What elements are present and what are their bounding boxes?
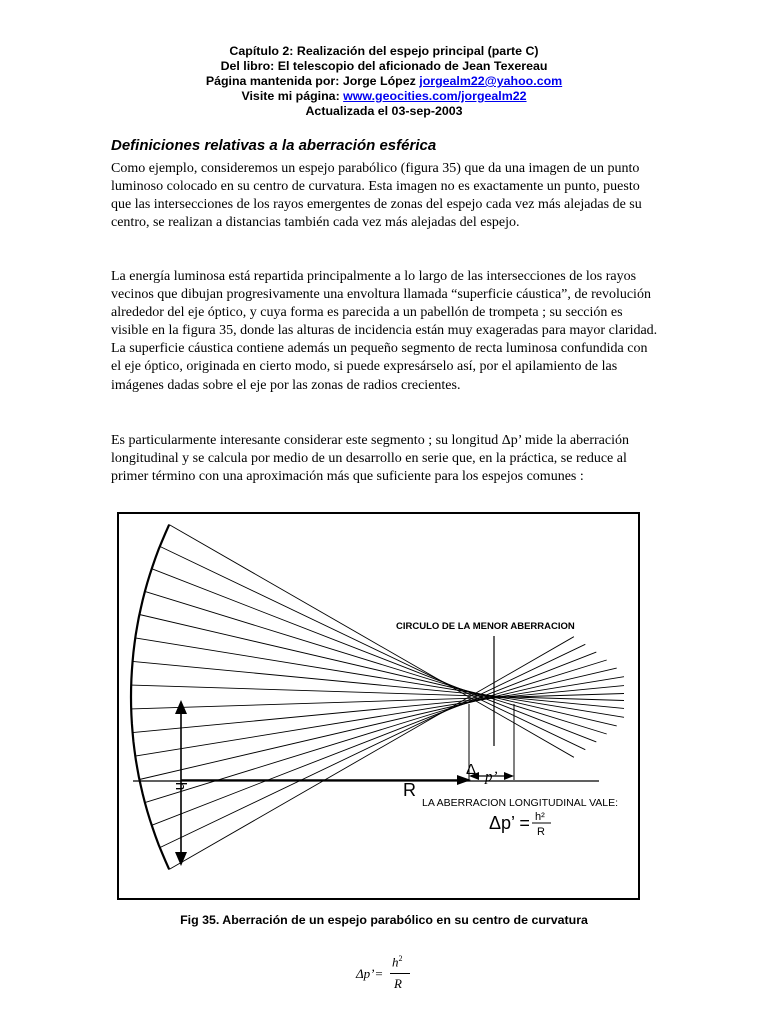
mirror-arc — [131, 525, 169, 870]
formula-h: h — [392, 954, 399, 970]
label-circle-least-aberration: CIRCULO DE LA MENOR ABERRACION — [396, 621, 575, 632]
label-r: R — [403, 780, 416, 800]
formula-fraction-bar — [390, 973, 410, 974]
label-delta: Δ — [466, 761, 477, 778]
light-rays — [131, 525, 624, 870]
light-ray — [169, 525, 574, 758]
light-ray — [160, 546, 586, 749]
formula-exponent: 2 — [398, 954, 403, 963]
figure-formula-lhs: Δp’ = — [489, 813, 530, 833]
header-maintainer — [0, 74, 768, 89]
label-longitudinal-aberration: LA ABERRACION LONGITUDINAL VALE: — [422, 797, 619, 809]
homepage-link[interactable]: www.geocities.com/jorgealm22 — [343, 89, 527, 103]
figure-formula-num: h² — [535, 811, 545, 823]
visit-label: Visite mi página: — [241, 89, 344, 103]
figure-diagram — [119, 514, 638, 898]
label-p-prime: p’ — [485, 769, 498, 785]
label-h: h — [172, 782, 189, 791]
formula-denominator: R — [394, 976, 402, 991]
light-ray — [169, 637, 574, 870]
figure-formula-den: R — [537, 826, 545, 838]
header-chapter-title: Capítulo 2: Realización del espejo principal (parte C) — [229, 44, 539, 58]
header-book-title: Del libro: El telescopio del aficionado de Jean Texereau — [220, 59, 548, 73]
formula-numerator — [392, 954, 403, 970]
aberration-formula — [356, 956, 416, 996]
light-ray — [145, 591, 607, 734]
paragraph-1: Como ejemplo, consideremos un espejo parabólico (figura 35) que da una imagen de un punto luminoso colocado en su centro de curvatura. Esta imagen no es exactamente un punto, puesto que las intersecciones de los rayos emergentes de zonas del espejo cada vez más alejadas de su centro, se realizan a distancias también cada vez más alejadas del espejo. — [111, 161, 642, 231]
paragraph-3: Es particularmente interesante considerar este segmento ; su longitud Δp’ mide la aberración longitudinal y se calcula por medio de un desarrollo en serie que, en la práctica, se reduce al primer término con una aproximación más que suficiente para los espejos comunes : — [111, 433, 629, 485]
paragraph-2: La energía luminosa está repartida principalmente a lo largo de las intersecciones de los rayos vecinos que dibujan progresivamente una envoltura llamada “superficie cáustica”, de revolución alrededor del eje óptico, y cuya forma es parecida a un pabellón de trompeta ; su sección es visible en la figura 35, donde las alturas de incidencia están muy exageradas para mayor claridad. La superficie cáustica contiene además un pequeño segmento de recta luminosa confundida con el eje óptico, originada en cierto modo, si puede expresárselo así, por el apilamiento de las imágenes dadas sobre el eje por las zonas de radios crecientes. — [111, 269, 658, 393]
figure-caption: Fig 35. Aberración de un espejo parabólico en su centro de curvatura — [180, 913, 588, 927]
light-ray — [152, 569, 597, 742]
h-arrow-bottom — [175, 852, 187, 866]
email-link[interactable]: jorgealm22@yahoo.com — [419, 74, 563, 88]
formula-lhs: Δp’= — [356, 966, 384, 981]
section-title: Definiciones relativas a la aberración esférica — [111, 137, 437, 154]
header-visit — [0, 89, 768, 104]
figure-35 — [117, 512, 640, 900]
maintainer-label: Página mantenida por: Jorge López — [205, 74, 420, 88]
document-header — [0, 44, 768, 119]
deltap-arrow-right — [504, 772, 514, 780]
header-updated-date: Actualizada el 03-sep-2003 — [305, 104, 463, 118]
